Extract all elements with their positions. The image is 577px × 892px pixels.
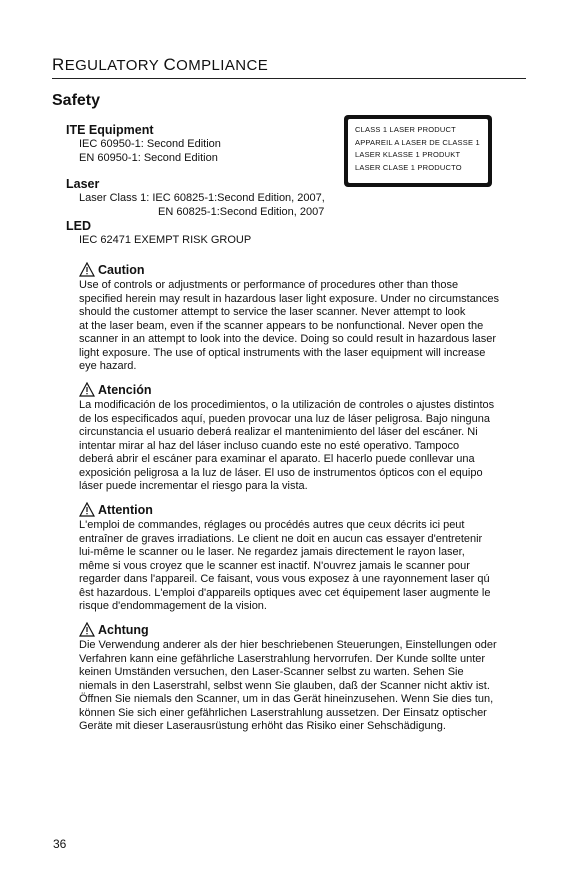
warning-triangle-icon (79, 502, 95, 517)
paragraph-line: Die Verwendung anderer als der hier beschriebenen Steuerungen, Einstellungen oder (79, 639, 497, 651)
laser-line-2: EN 60825-1:Second Edition, 2007 (158, 206, 325, 218)
attention-title: Attention (98, 502, 153, 517)
paragraph-line: at the laser beam, even if the scanner appears to be nonfunctional. Never open the (79, 319, 484, 332)
laser-line-1: Laser Class 1: IEC 60825-1:Second Edition, 2007, (79, 192, 325, 204)
caution-paragraph (79, 279, 529, 374)
paragraph-line: deberá abrir el escáner para examinar el aparato. El hacerlo puede conllevar una (79, 453, 475, 465)
attention-paragraph (79, 519, 529, 614)
laser-label-line: LASER CLASE 1 PRODUCTO (355, 162, 462, 172)
paragraph-line: niemals in den Laserstrahl, selbst wenn Sie glauben, daß der Scanner nicht aktiv ist. (79, 679, 490, 692)
ite-title: ITE Equipment (66, 123, 154, 137)
caution-title: Caution (98, 262, 145, 277)
page-number: 36 (53, 837, 67, 851)
section-title: Safety (52, 92, 101, 109)
paragraph-line: láser puede incrementar el riesgo para la vista. (79, 480, 308, 492)
paragraph-line: keinen Umständen versuchen, den Laser-Scanner selbst zu warten. Sehen Sie (79, 666, 464, 678)
paragraph-line: même si vous croyez que le scanner est inactif. N'ouvrez jamais le scanner pour (79, 559, 470, 572)
paragraph-line: scanner in an attempt to look into the device. Doing so could result in hazardous laser (79, 333, 497, 345)
paragraph-line: specified herein may result in hazardous laser light exposure. Under no circumstances (79, 292, 500, 305)
paragraph-line: entraîner de graves irradiations. Le client ne doit en aucun cas essayer d'entretenir (79, 532, 483, 545)
achtung-heading (79, 622, 149, 637)
paragraph-line: Use of controls or adjustments or performance of procedures other than those (79, 279, 459, 291)
led-title: LED (66, 219, 91, 233)
warning-triangle-icon (79, 382, 95, 397)
led-line: IEC 62471 EXEMPT RISK GROUP (79, 234, 252, 246)
ite-line: IEC 60950-1: Second Edition (79, 138, 221, 150)
paragraph-line: risque d'endommagement de la vision. (79, 600, 267, 612)
laser-title: Laser (66, 177, 100, 191)
paragraph-line: lui-même le scanner ou le laser. Ne regardez jamais directement le rayon laser, (79, 546, 465, 558)
page-header (52, 55, 526, 79)
paragraph-line: Verfahren kann eine gefährliche Laserstrahlung hervorrufen. Der Kunde sollte unter (79, 652, 486, 665)
achtung-title: Achtung (98, 622, 149, 637)
paragraph-line: La modificación de los procedimientos, o la utilización de controles o ajustes distintos (79, 399, 495, 411)
atencion-heading (79, 382, 151, 397)
header-word-2: OMPLIANCE (176, 57, 269, 74)
header-word-1: EGULATORY (64, 57, 159, 74)
attention-heading (79, 502, 153, 517)
paragraph-line: exposición peligrosa a la luz de láser. El uso de instrumentos ópticos con el equipo (79, 466, 483, 479)
atencion-title: Atención (98, 382, 152, 397)
paragraph-line: Öffnen Sie niemals den Scanner, um in das Gerät hineinzusehen. Wenn Sie dies tun, (79, 693, 494, 705)
header-initial-2: C (163, 55, 177, 74)
laser-label-inner (348, 119, 488, 183)
laser-label-line: CLASS 1 LASER PRODUCT (355, 125, 456, 134)
achtung-paragraph (79, 639, 529, 734)
paragraph-line: light exposure. The use of optical instruments with the laser equipment will increase (79, 346, 486, 359)
warning-triangle-icon (79, 262, 95, 277)
paragraph-line: êst hazardous. L'emploi d'appareils optiques avec cet équipement laser augmente le (79, 586, 491, 599)
paragraph-line: L'emploi de commandes, réglages ou procédés autres que ceux décrits ici peut (79, 519, 465, 531)
laser-label-line: APPAREIL A LASER DE CLASSE 1 (355, 137, 480, 147)
ite-line: EN 60950-1: Second Edition (79, 152, 218, 164)
laser-label-line: LASER KLASSE 1 PRODUKT (355, 150, 461, 159)
laser-product-label (344, 115, 492, 187)
header-initial-1: R (52, 55, 65, 74)
paragraph-line: regarder dans l'appareil. Ce faisant, vous vous exposez à une rayonnement laser qú (79, 573, 490, 585)
paragraph-line: de los especificados aquí, pueden provocar una luz de láser peligrosa. Bajo ninguna (79, 412, 490, 425)
paragraph-line: Geräte mit dieser Laserausrüstung erhöht das Risiko einer Sehschädigung. (79, 720, 446, 732)
warning-triangle-icon (79, 622, 95, 637)
paragraph-line: should the customer attempt to service the laser scanner. Never attempt to look (79, 306, 466, 318)
paragraph-line: können Sie sich einer gefährlichen Laserstrahlung aussetzen. Der Einsatz optischer (79, 706, 487, 719)
paragraph-line: intentar mirar al haz del láser incluso cuando este no esté operativo. Tampoco (79, 439, 460, 452)
paragraph-line: circunstancia el usuario deberá realizar el mantenimiento del láser del escáner. Ni (79, 426, 478, 438)
paragraph-line: eye hazard. (79, 360, 137, 372)
atencion-paragraph (79, 399, 529, 494)
caution-heading (79, 262, 145, 277)
